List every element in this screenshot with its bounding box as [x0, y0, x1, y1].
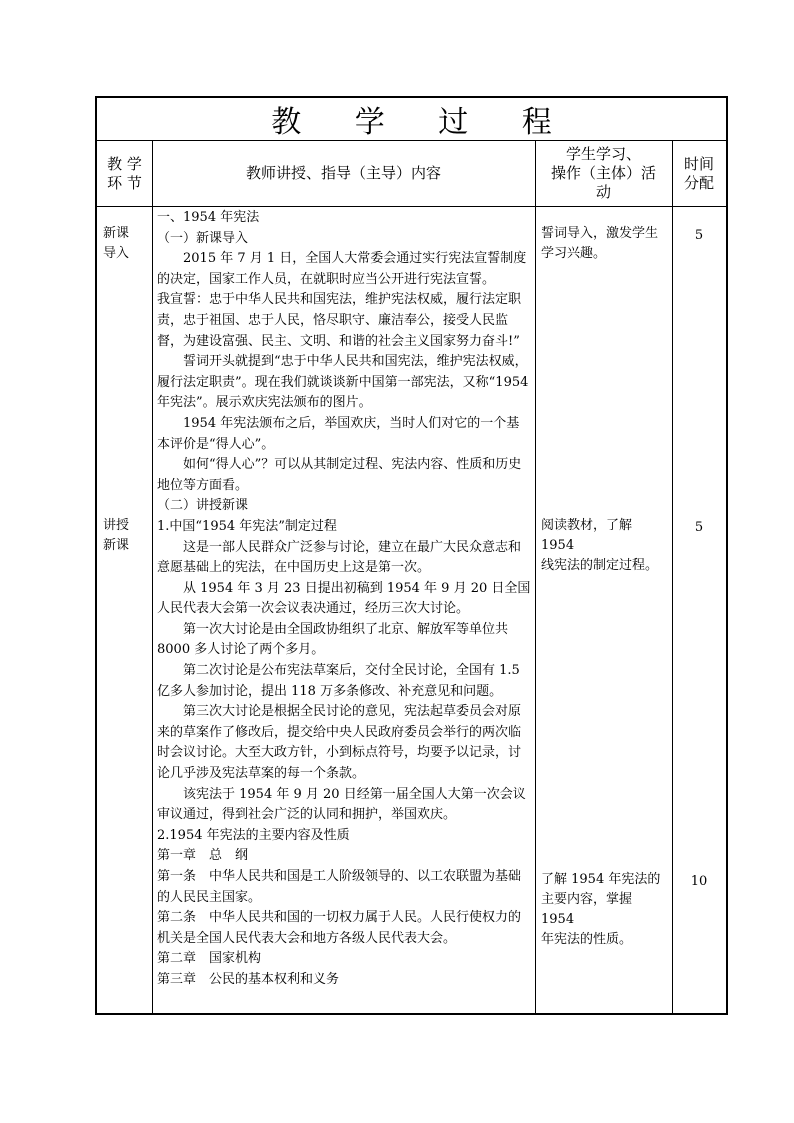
header-stage: 教 学 环 节 — [107, 154, 142, 192]
header-divider — [97, 206, 726, 207]
time-2: 5 — [694, 520, 704, 535]
content-paragraph: 第一次大讨论是由全国政协组织了北京、解放军等单位共 8000 多人讨论了两个多月。 — [157, 621, 509, 658]
content-paragraph: 该宪法于 1954 年 9 月 20 日经第一届全国人大第一次会议审议通过，得到社会广泛的认同和拥护，举国欢庆。 — [157, 786, 526, 823]
content-paragraph: 1954 年宪法颁布之后，举国欢庆，当时人们对它的一个基本评价是“得人心”。 — [157, 415, 520, 452]
activity-1: 誓词导入，激发学生 学习兴趣。 — [541, 226, 659, 261]
content-line: （二）讲授新课 — [157, 498, 249, 514]
teaching-process-table — [95, 96, 728, 1015]
content-line: （一）新课导入 — [157, 230, 249, 246]
header-student-activity: 学生学习、 操作（主体）活 动 — [550, 145, 656, 201]
header-teacher-content: 教师讲授、指导（主导）内容 — [245, 164, 441, 182]
stage-intro: 新课 导入 — [103, 226, 130, 261]
stage-lecture: 讲授 新课 — [103, 518, 130, 553]
content-paragraph: 誓词开头就提到“忠于中华人民共和国宪法，维护宪法权威，履行法定职责”。现在我们就谈谈新中国第一部宪法，又称“1954 年宪法”。展示欢庆宪法颁布的图片。 — [157, 354, 529, 411]
content-paragraph: 如何“得人心”？可以从其制定过程、宪法内容、性质和历史地位等方面看。 — [157, 457, 522, 493]
table-title: 教 学 过 程 — [97, 98, 726, 141]
content-paragraph: 这是一部人民群众广泛参与讨论，建立在最广大民众意志和意愿基础上的宪法，在中国历史上这是第一次。 — [157, 539, 522, 576]
header-time: 时间 分配 — [683, 154, 714, 192]
activity-3: 了解 1954 年宪法的 主要内容，掌握 1954 年宪法的性质。 — [541, 872, 661, 947]
content-line: 2.1954 年宪法的主要内容及性质 — [157, 827, 350, 843]
column-divider — [152, 141, 153, 1013]
activity-2: 阅读教材，了解 1954 线宪法的制定过程。 — [541, 518, 659, 573]
time-3: 10 — [690, 874, 708, 889]
content-line: 第一章 总 纲 — [157, 848, 249, 864]
content-paragraph: 第三次大讨论是根据全民讨论的意见，宪法起草委员会对原来的草案作了修改后，提交给中央人民政府委员会举行的两次临时会议讨论。大至大政方针，小到标点符号，均要予以记录，讨论几乎涉及宪法草案的每一个条款。 — [157, 704, 522, 782]
content-paragraph: 我宣誓：忠于中华人民共和国宪法，维护宪法权威，履行法定职责，忠于祖国、忠于人民，恪尽职守、廉洁奉公，接受人民监督，为建设富强、民主、文明、和谐的社会主义国家努力奋斗!” — [157, 292, 522, 349]
content-paragraph: 第二条 中华人民共和国的一切权力属于人民。人民行使权力的机关是全国人民代表大会和地方各级人民代表大会。 — [157, 910, 522, 946]
content-line: 第二章 国家机构 — [157, 951, 262, 967]
content-paragraph: 第一条 中华人民共和国是工人阶级领导的、以工农联盟为基础的人民民主国家。 — [157, 869, 522, 905]
column-divider — [535, 141, 536, 1013]
content-paragraph: 2015 年 7 月 1 日，全国人大常委会通过实行宪法宣誓制度的决定，国家工作人员，在就职时应当公开进行宪法宣誓。 — [157, 251, 527, 287]
content-line: 一、1954 年宪法 — [157, 210, 260, 225]
content-paragraph: 第二次讨论是公布宪法草案后，交付全民讨论，全国有 1.5 亿多人参加讨论，提出 118 万多条修改、补充意见和问题。 — [157, 663, 520, 699]
content-line: 1.中国“1954 年宪法”制定过程 — [157, 518, 337, 534]
time-1: 5 — [694, 228, 704, 243]
content-line: 第三章 公民的基本权利和义务 — [157, 971, 340, 987]
content-paragraph: 从 1954 年 3 月 23 日提出初稿到 1954 年 9 月 20 日全国人民代表大会第一次会议表决通过，经历三次大讨论。 — [157, 580, 531, 617]
teacher-content — [157, 208, 531, 991]
